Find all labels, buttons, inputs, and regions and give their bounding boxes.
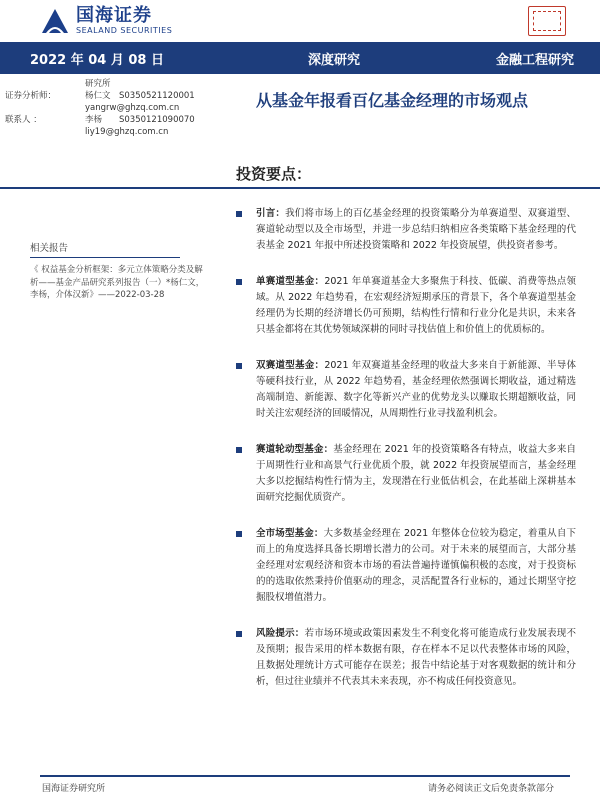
contact-label: 联系人 ：: [5, 115, 42, 125]
investment-highlights-heading: 投资要点：: [236, 165, 312, 183]
related-report-item[interactable]: 《 权益基金分析框架：多元立体策略分类及解析——基金产品研究系列报告（一）*杨仁文，李杨，介体汉新》——2022-03-28: [30, 265, 205, 300]
point-intro: [236, 206, 576, 254]
analyst-email[interactable]: yangrw@ghzq.com.cn: [85, 103, 180, 113]
bullet-icon: [236, 279, 242, 285]
point-single-track: [236, 274, 576, 338]
company-logo: [40, 6, 172, 35]
red-seal-stamp: [528, 6, 566, 36]
related-reports-heading: 相关报告: [30, 240, 180, 258]
footer-disclaimer: 请务必阅读正文后免责条款部分: [428, 784, 555, 794]
report-title: 从基金年报看百亿基金经理的市场观点: [256, 91, 529, 110]
footer-divider: [40, 775, 570, 777]
point-text: 若市场环境或政策因素发生不利变化将可能造成行业发展表现不及预期；报告采用的样本数据有限，存在样本不足以代表整体市场的风险，且数据处理统计方式可能存在误差；报告中结论基于对客观数据的统计和分析，但过往业绩并不代表其未来表现，亦不构成任何投资意见。: [256, 628, 576, 687]
contact-cert: S0350121090070: [119, 115, 195, 125]
contact-line: [5, 114, 195, 126]
header-banner: [0, 42, 600, 74]
point-text: 2021 年双赛道基金经理的收益大多来自于新能源、半导体等硬科技行业，从 2022 年趋势看，基金经理依然强调长期收益，通过精选高端制造、新能源、数字化等新兴产业的优势龙头以赚取长期超额收益，同时关注宏观经济的回暖情况，从周期性行业寻找盈利机会。: [256, 360, 576, 419]
point-text: 我们将市场上的百亿基金经理的投资策略分为单赛道型、双赛道型、赛道轮动型以及全市场型，并进一步总结归纳相应各类策略下基金经理的代表基金 2021 年报中所述投资策略和 2022 年投资展望，供投资者参考。: [256, 208, 576, 251]
related-reports: [30, 240, 210, 302]
logo-en-text: SEALAND SECURITIES: [76, 26, 173, 35]
footer-org: 国海证券研究所: [42, 784, 106, 794]
point-label: 全市场型基金：: [256, 528, 324, 539]
bullet-icon: [236, 211, 242, 217]
point-label: 引言：: [256, 208, 286, 219]
analyst-cert: S0350521120001: [119, 91, 195, 101]
point-rotation: [236, 442, 576, 506]
bullet-icon: [236, 447, 242, 453]
point-text: 2021 年单赛道基金大多聚焦于科技、低碳、消费等热点领域。从 2022 年趋势看，在宏观经济短期承压的背景下，各个单赛道型基金经理仍为长期的经济增长仍可预期，结构性行情和行业分化是共识，未来各只基金都将在其优势领域深耕的同时寻找估值上和价值上的优质标的。: [256, 276, 576, 335]
bullet-icon: [236, 631, 242, 637]
point-label: 单赛道型基金：: [256, 276, 325, 287]
bullet-icon: [236, 363, 242, 369]
logo-cn-text: 国海证券: [76, 5, 152, 26]
point-label: 双赛道型基金：: [256, 360, 325, 371]
contact-email[interactable]: liy19@ghzq.com.cn: [85, 127, 169, 137]
org-name: 研究所: [85, 79, 111, 89]
sealand-logo-icon: [40, 7, 70, 35]
report-type: 深度研究: [308, 53, 361, 68]
analyst-line: [5, 90, 195, 102]
point-risk: [236, 626, 576, 690]
report-date: 2022 年 04 月 08 日: [30, 53, 164, 68]
analyst-label: 证券分析师：: [5, 91, 57, 101]
divider: [0, 187, 600, 189]
point-text: 大多数基金经理在 2021 年整体仓位较为稳定，着重从自下而上的角度选择具备长期增长潜力的公司。对于未来的展望而言，大部分基金经理对宏观经济和资本市场的看法普遍持谨慎偏积极的态度，对于投资标的的选取依然秉持价值驱动的理念，灵活配置各行业标的，通过长期坚守挖掘股权增值潜力。: [256, 528, 576, 603]
point-full-market: [236, 526, 576, 606]
investment-points: [236, 206, 576, 690]
contact-name: 李杨: [85, 115, 103, 125]
analyst-name: 杨仁文: [85, 91, 111, 101]
analyst-info: [5, 78, 195, 138]
point-text: 基金经理在 2021 年的投资策略各有特点，收益大多来自于周期性行业和高景气行业优质个股，就 2022 年投资展望而言，基金经理大多以挖掘结构性行情为主，发现潜在行业低估机会，在此基础上深耕基本面研究挖掘优质资产。: [256, 444, 576, 503]
report-category: 金融工程研究: [496, 53, 575, 68]
bullet-icon: [236, 531, 242, 537]
point-label: 风险提示：: [256, 628, 305, 639]
point-dual-track: [236, 358, 576, 422]
point-label: 赛道轮动型基金：: [256, 444, 334, 455]
